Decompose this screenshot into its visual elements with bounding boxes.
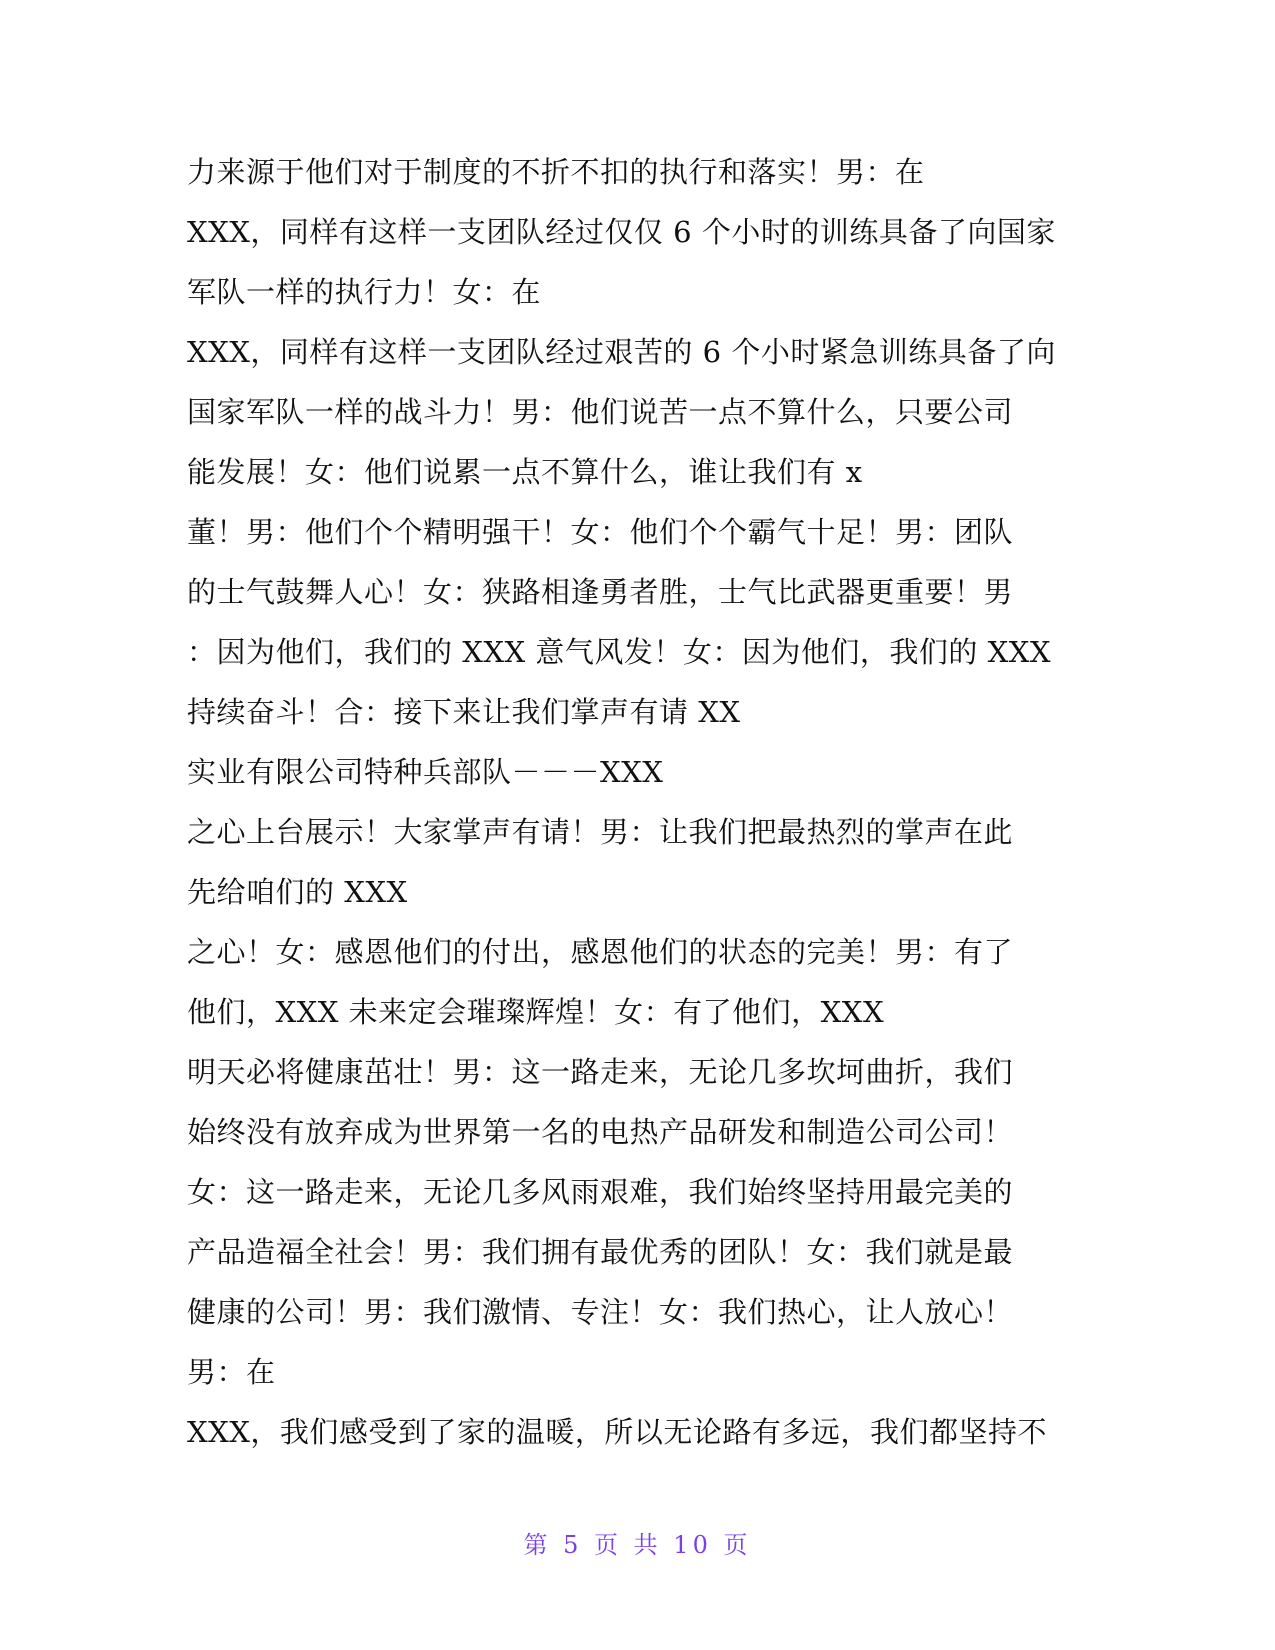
page-number-footer: 第 5 页 共 10 页	[523, 1531, 752, 1559]
text-line: XXX，同样有这样一支团队经过艰苦的 6 个小时紧急训练具备了向	[187, 335, 1056, 369]
text-line: 健康的公司！男：我们激情、专注！女：我们热心，让人放心！	[187, 1295, 1014, 1329]
text-line: 之心！女：感恩他们的付出，感恩他们的状态的完美！男：有了	[187, 935, 1014, 969]
text-line: 能发展！女：他们说累一点不算什么，谁让我们有 x	[187, 455, 863, 489]
text-line: 他们，XXX 未来定会璀璨辉煌！女：有了他们，XXX	[187, 995, 885, 1029]
text-line: 明天必将健康茁壮！男：这一路走来，无论几多坎坷曲折，我们	[187, 1055, 1014, 1089]
text-line: XXX，我们感受到了家的温暖，所以无论路有多远，我们都坚持不	[187, 1415, 1047, 1449]
text-line: 董！男：他们个个精明强干！女：他们个个霸气十足！男：团队	[187, 515, 1014, 549]
text-line: 实业有限公司特种兵部队－－－XXX	[187, 755, 664, 789]
text-line: 女：这一路走来，无论几多风雨艰难，我们始终坚持用最完美的	[187, 1175, 1014, 1209]
text-line: ：因为他们，我们的 XXX 意气风发！女：因为他们，我们的 XXX	[187, 635, 1052, 669]
text-line: XXX，同样有这样一支团队经过仅仅 6 个小时的训练具备了向国家	[187, 215, 1056, 249]
text-line: 始终没有放弃成为世界第一名的电热产品研发和制造公司公司！	[187, 1115, 1014, 1149]
text-line: 的士气鼓舞人心！女：狭路相逢勇者胜，士气比武器更重要！男	[187, 575, 1014, 609]
document-body	[187, 142, 1087, 1462]
text-line: 军队一样的执行力！女：在	[187, 275, 542, 309]
text-line: 之心上台展示！大家掌声有请！男：让我们把最热烈的掌声在此	[187, 815, 1014, 849]
text-line: 先给咱们的 XXX	[187, 875, 408, 909]
text-line: 持续奋斗！合：接下来让我们掌声有请 XX	[187, 695, 741, 729]
text-line: 国家军队一样的战斗力！男：他们说苦一点不算什么，只要公司	[187, 395, 1014, 429]
text-line: 男：在	[187, 1355, 276, 1389]
text-line: 力来源于他们对于制度的不折不扣的执行和落实！男：在	[187, 155, 925, 189]
text-line: 产品造福全社会！男：我们拥有最优秀的团队！女：我们就是最	[187, 1235, 1014, 1269]
